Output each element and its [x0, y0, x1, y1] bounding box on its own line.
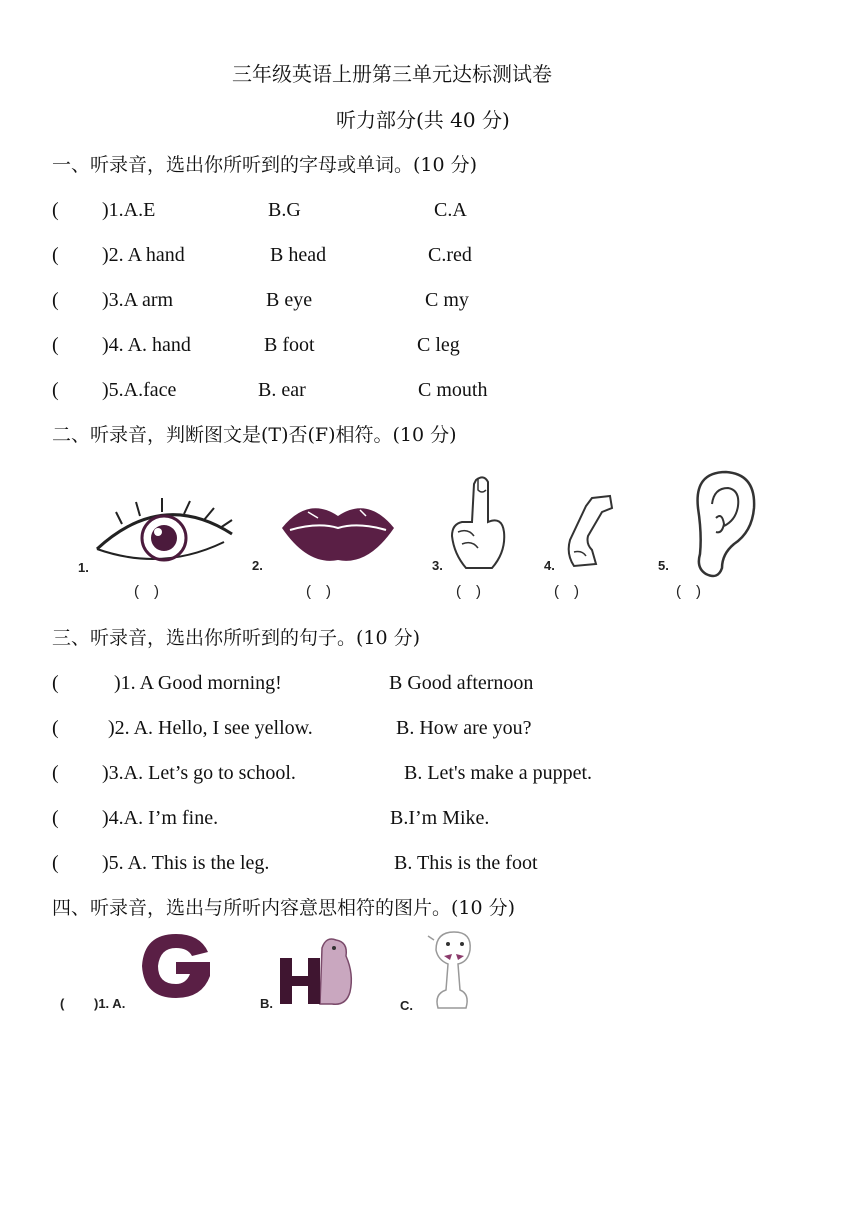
answer-blank[interactable]: ( )	[134, 583, 159, 600]
answer-blank[interactable]: ( )	[456, 583, 481, 600]
question-number: 3.	[108, 289, 124, 311]
answer-blank[interactable]: ( )	[306, 583, 331, 600]
option-label: B.	[260, 996, 273, 1011]
option-c: C mouth	[418, 379, 488, 401]
picture-strip	[72, 462, 792, 612]
option-c: C my	[425, 289, 469, 311]
ear-icon	[678, 468, 758, 580]
answer-bracket[interactable]: (	[52, 199, 59, 221]
letter-h-icon	[274, 934, 356, 1010]
option-a: A arm	[123, 289, 174, 311]
question-number: )1. A.	[94, 996, 126, 1011]
page-title: 三年级英语上册第三单元达标测试卷	[232, 62, 552, 86]
option-c: C.red	[428, 244, 472, 266]
question-number: 1.	[120, 672, 136, 694]
option-b: B.I’m Mike.	[390, 807, 490, 829]
picture-choices	[56, 926, 556, 1026]
option-b: B eye	[266, 289, 313, 311]
picture-number: 3.	[432, 558, 443, 573]
option-b: B. This is the foot	[394, 852, 538, 874]
picture-number: 1.	[78, 560, 89, 575]
eye-icon	[92, 494, 237, 574]
picture-number: 5.	[658, 558, 669, 573]
answer-blank[interactable]: ( )	[676, 583, 701, 600]
option-b: B. How are you?	[396, 717, 532, 739]
answer-bracket[interactable]: (	[52, 672, 59, 694]
page-subtitle: 听力部分(共 40 分)	[336, 108, 510, 132]
option-b: B foot	[264, 334, 315, 356]
answer-bracket[interactable]: (	[52, 289, 59, 311]
option-a: A. I’m fine.	[123, 807, 219, 829]
arm-icon	[562, 492, 622, 572]
answer-bracket[interactable]: (	[52, 852, 59, 874]
picture-number: 4.	[544, 558, 555, 573]
option-b: B head	[270, 244, 327, 266]
option-a: A. This is the leg.	[127, 852, 270, 874]
option-a: A. Let’s go to school.	[123, 762, 296, 784]
answer-bracket[interactable]: (	[52, 244, 59, 266]
finger-icon	[444, 472, 514, 572]
option-b: B. ear	[258, 379, 306, 401]
question-number: 5.	[108, 852, 124, 874]
option-b: B.G	[268, 199, 301, 221]
option-a: A. Hello, I see yellow.	[133, 717, 313, 739]
option-a: A.E	[123, 199, 156, 221]
lips-icon	[278, 498, 398, 566]
option-a: A hand	[127, 244, 185, 266]
section-1-heading: 一、听录音，选出你所听到的字母或单词。(10 分)	[52, 154, 478, 176]
option-a: A.face	[123, 379, 177, 401]
letter-g-icon	[138, 930, 214, 1002]
answer-bracket[interactable]: (	[60, 996, 65, 1011]
section-4-heading: 四、听录音，选出与所听内容意思相符的图片。(10 分)	[52, 897, 516, 919]
option-label: C.	[400, 998, 413, 1013]
question-number: 4.	[108, 334, 124, 356]
question-number: 1.	[108, 199, 124, 221]
answer-bracket[interactable]: (	[52, 762, 59, 784]
section-3-heading: 三、听录音，选出你所听到的句子。(10 分)	[52, 627, 421, 649]
section-2-heading: 二、听录音，判断图文是(T)否(F)相符。(10 分)	[52, 424, 457, 446]
answer-blank[interactable]: ( )	[554, 583, 579, 600]
option-b: B Good afternoon	[389, 672, 534, 694]
answer-bracket[interactable]: (	[52, 379, 59, 401]
question-number: 4.	[108, 807, 124, 829]
question-number: 2.	[108, 244, 124, 266]
question-number: 3.	[108, 762, 124, 784]
option-c: C.A	[434, 199, 467, 221]
answer-bracket[interactable]: (	[52, 334, 59, 356]
question-number: 5.	[108, 379, 124, 401]
question-number: 2.	[114, 717, 130, 739]
option-b: B. Let's make a puppet.	[404, 762, 592, 784]
option-a: A Good morning!	[139, 672, 282, 694]
answer-bracket[interactable]: (	[52, 717, 59, 739]
picture-number: 2.	[252, 558, 263, 573]
option-c: C leg	[417, 334, 460, 356]
puppet-icon	[422, 928, 482, 1014]
option-a: A. hand	[127, 334, 191, 356]
answer-bracket[interactable]: (	[52, 807, 59, 829]
